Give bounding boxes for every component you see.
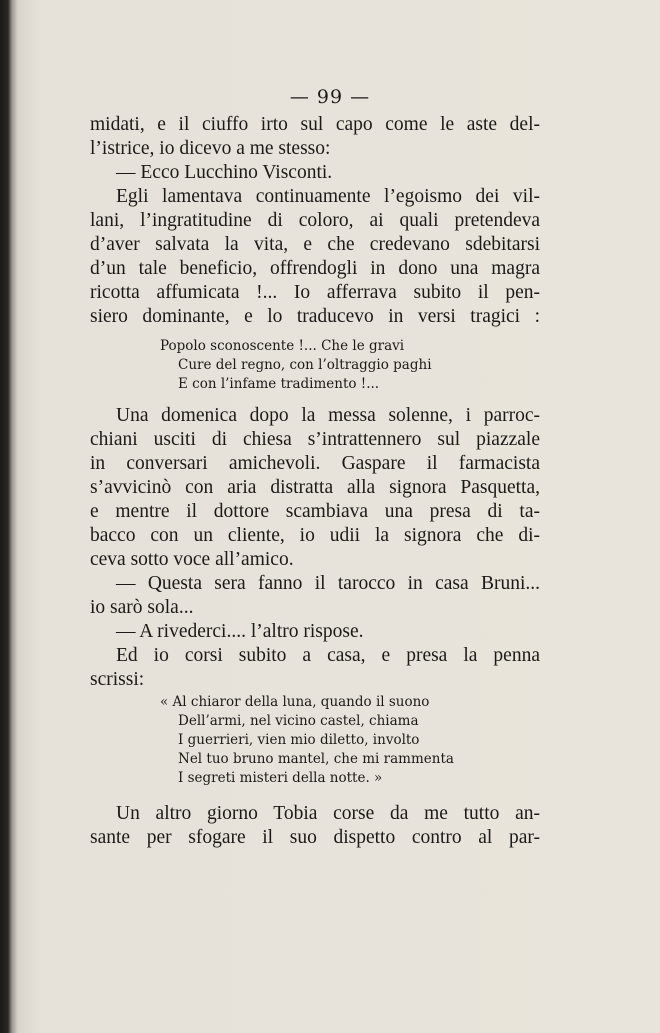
verse-block-1 [160, 337, 432, 394]
paragraph-block-2 [90, 404, 540, 692]
verse-block-2 [160, 693, 454, 788]
verse-line: Cure del regno, con l’oltraggio paghi [178, 357, 432, 373]
text-line: Una domenica dopo la messa solenne, i parroc- [116, 405, 540, 426]
text-line: lani, l’ingratitudine di coloro, ai quali pretendeva [90, 210, 540, 231]
text-line: scrissi: [90, 669, 145, 690]
text-line: — Questa sera fanno il tarocco in casa Bruni... [116, 573, 540, 594]
text-line: l’istrice, io dicevo a me stesso: [90, 138, 331, 159]
text-line: — A rivederci.... l’altro rispose. [116, 621, 364, 642]
text-line: — Ecco Lucchino Visconti. [116, 162, 333, 183]
text-line: d’un tale beneficio, offrendogli in dono una magra [90, 258, 540, 279]
text-line: io sarò sola... [90, 597, 194, 618]
text-line: chiani usciti di chiesa s’intrattennero sul piazzale [90, 429, 540, 450]
text-line: Egli lamentava continuamente l’egoismo dei vil- [116, 186, 540, 207]
text-line: in conversari amichevoli. Gaspare il farmacista [90, 453, 540, 474]
text-line: d’aver salvata la vita, e che credevano sdebitarsi [90, 234, 540, 255]
text-line: sante per sfogare il suo dispetto contro al par- [90, 827, 540, 848]
verse-line: E con l’infame tradimento !... [178, 376, 380, 392]
verse-line: « Al chiaror della luna, quando il suono [160, 694, 430, 710]
verse-line: I guerrieri, vien mio diletto, involto [178, 732, 420, 748]
text-line: ceva sotto voce all’amico. [90, 549, 294, 570]
text-line: Ed io corsi subito a casa, e presa la penna [116, 645, 540, 666]
text-line: ricotta affumicata !... Io afferrava subito il pen- [90, 282, 540, 303]
verse-line: Dell’armi, nel vicino castel, chiama [178, 713, 419, 729]
verse-line: Popolo sconoscente !... Che le gravi [160, 338, 405, 354]
text-line: siero dominante, e lo traducevo in versi tragici : [90, 306, 540, 327]
text-line: s’avvicinò con aria distratta alla signora Pasquetta, [90, 477, 540, 498]
paragraph-block-1 [90, 113, 540, 329]
verse-line: Nel tuo bruno mantel, che mi rammenta [178, 751, 454, 767]
text-line: e mentre il dottore scambiava una presa di ta- [90, 501, 540, 522]
verse-line: I segreti misteri della notte. » [178, 770, 383, 786]
text-line: bacco con un cliente, io udii la signora che di- [90, 525, 540, 546]
paragraph-block-3 [90, 802, 540, 850]
page-number: — 99 — [289, 86, 371, 108]
text-line: midati, e il ciuffo irto sul capo come le aste del- [90, 114, 540, 135]
text-line: Un altro giorno Tobia corse da me tutto an- [116, 803, 540, 824]
